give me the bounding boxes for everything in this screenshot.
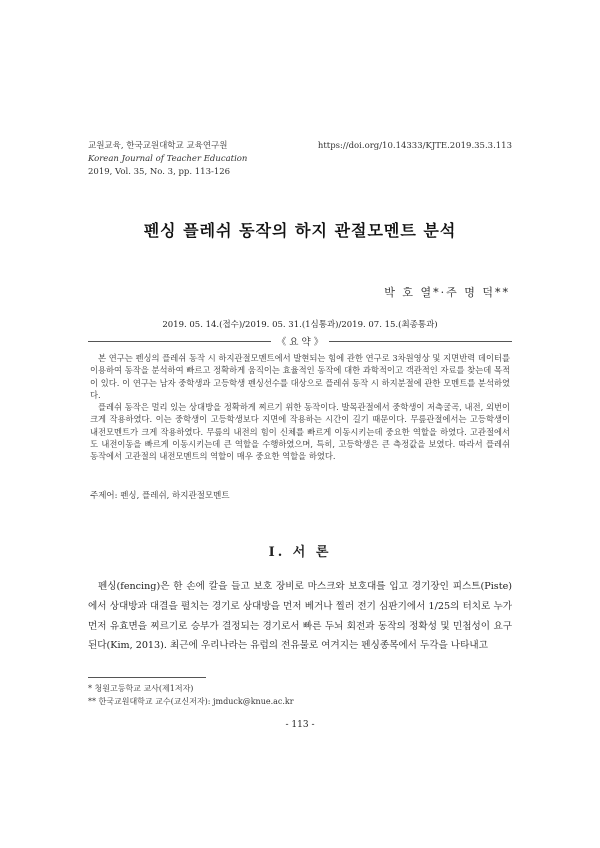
abstract-heading xyxy=(0,334,600,348)
page-number: - 113 - xyxy=(285,720,315,730)
journal-header xyxy=(88,140,247,179)
body-paragraph: 펜싱(fencing)은 한 손에 칼을 들고 보호 장비로 마스크와 보호대를 입고 경기장인 피스트(Piste)에서 상대방과 대결을 펼치는 경기로 상대방을 먼저 베거나 찔러 전기 심판기에서 1/25의 터치로 누가 먼저 유효면을 찌르기로 승부가 결정되는 경기로서 빠른 두뇌 회전과 동작의 정확성 및 민첩성이 요구된다(Kim, 2013). 최근에 우리나라는 유럽의 전유물로 여겨지는 펜싱종목에서 두각을 나타내고 xyxy=(88,581,512,652)
abstract-body xyxy=(90,352,510,463)
abstract-label: 《 요 약 》 xyxy=(271,337,329,348)
footnote-corresponding-author: ** 한국교원대학교 교수(교신저자): jmduck@knue.ac.kr xyxy=(88,697,294,706)
journal-volume: 2019, Vol. 35, No. 3, pp. 113-126 xyxy=(88,167,231,177)
footnote-first-author: * 청원고등학교 교사(제1저자) xyxy=(88,684,194,693)
authors: 박 호 열*·주 명 덕** xyxy=(384,286,510,299)
journal-english-name: Korean Journal of Teacher Education xyxy=(88,154,248,164)
body-text xyxy=(88,577,512,656)
abstract-paragraph-2: 플레쉬 동작은 멀리 있는 상대방을 정확하게 찌르기 위한 동작이다. 발목관절에서 중학생이 저측굴곡, 내전, 외번이 크게 작용하였다. 이는 중학생이 고등학생보다 지면에 작용하는 시간이 길기 때문이다. 무릎관절에서는 고등학생이 내전모멘트가 크게 작용하였다. 무릎의 내전의 힘이 신체를 빠르게 이동시키는데 중요한 역할을 하였다. 고관절에서도 내전이동을 빠르게 이동시키는데 큰 역할을 수행하였으며, 특히, 고등학생은 큰 측정값을 보였다. 따라서 플레쉬 동작에서 고관절의 내전모멘트의 역할이 매우 중요한 역할을 하였다. xyxy=(90,402,510,462)
footnote-rule xyxy=(88,677,206,678)
paper-title: 펜싱 플레쉬 동작의 하지 관절모멘트 분석 xyxy=(143,221,457,240)
journal-korean-name: 교원교육, 한국교원대학교 교육연구원 xyxy=(88,141,228,151)
section-heading: Ⅰ. 서 론 xyxy=(268,545,332,560)
doi-link[interactable]: https://doi.org/10.14333/KJTE.2019.35.3.113 xyxy=(317,141,512,151)
abstract-paragraph-1: 본 연구는 펜싱의 플레쉬 동작 시 하지관절모멘트에서 발현되는 힘에 관한 연구로 3차원영상 및 지면반력 데이터를 이용하여 동작을 분석하여 빠르고 정확하게 움직이는 효율적인 동작에 대한 과학적이고 객관적인 자료를 찾는데 목적이 있다. 이 연구는 남자 중학생과 고등학생 펜싱선수를 대상으로 플레쉬 동작 시 하지분절에 관한 모멘트를 분석하였다. xyxy=(90,353,510,400)
keywords: 주제어: 펜싱, 플레쉬, 하지관절모멘트 xyxy=(90,491,230,501)
footnotes xyxy=(88,682,294,708)
review-dates: 2019. 05. 14.(접수)/2019. 05. 31.(1심통과)/2019. 07. 15.(최종통과) xyxy=(162,320,438,330)
